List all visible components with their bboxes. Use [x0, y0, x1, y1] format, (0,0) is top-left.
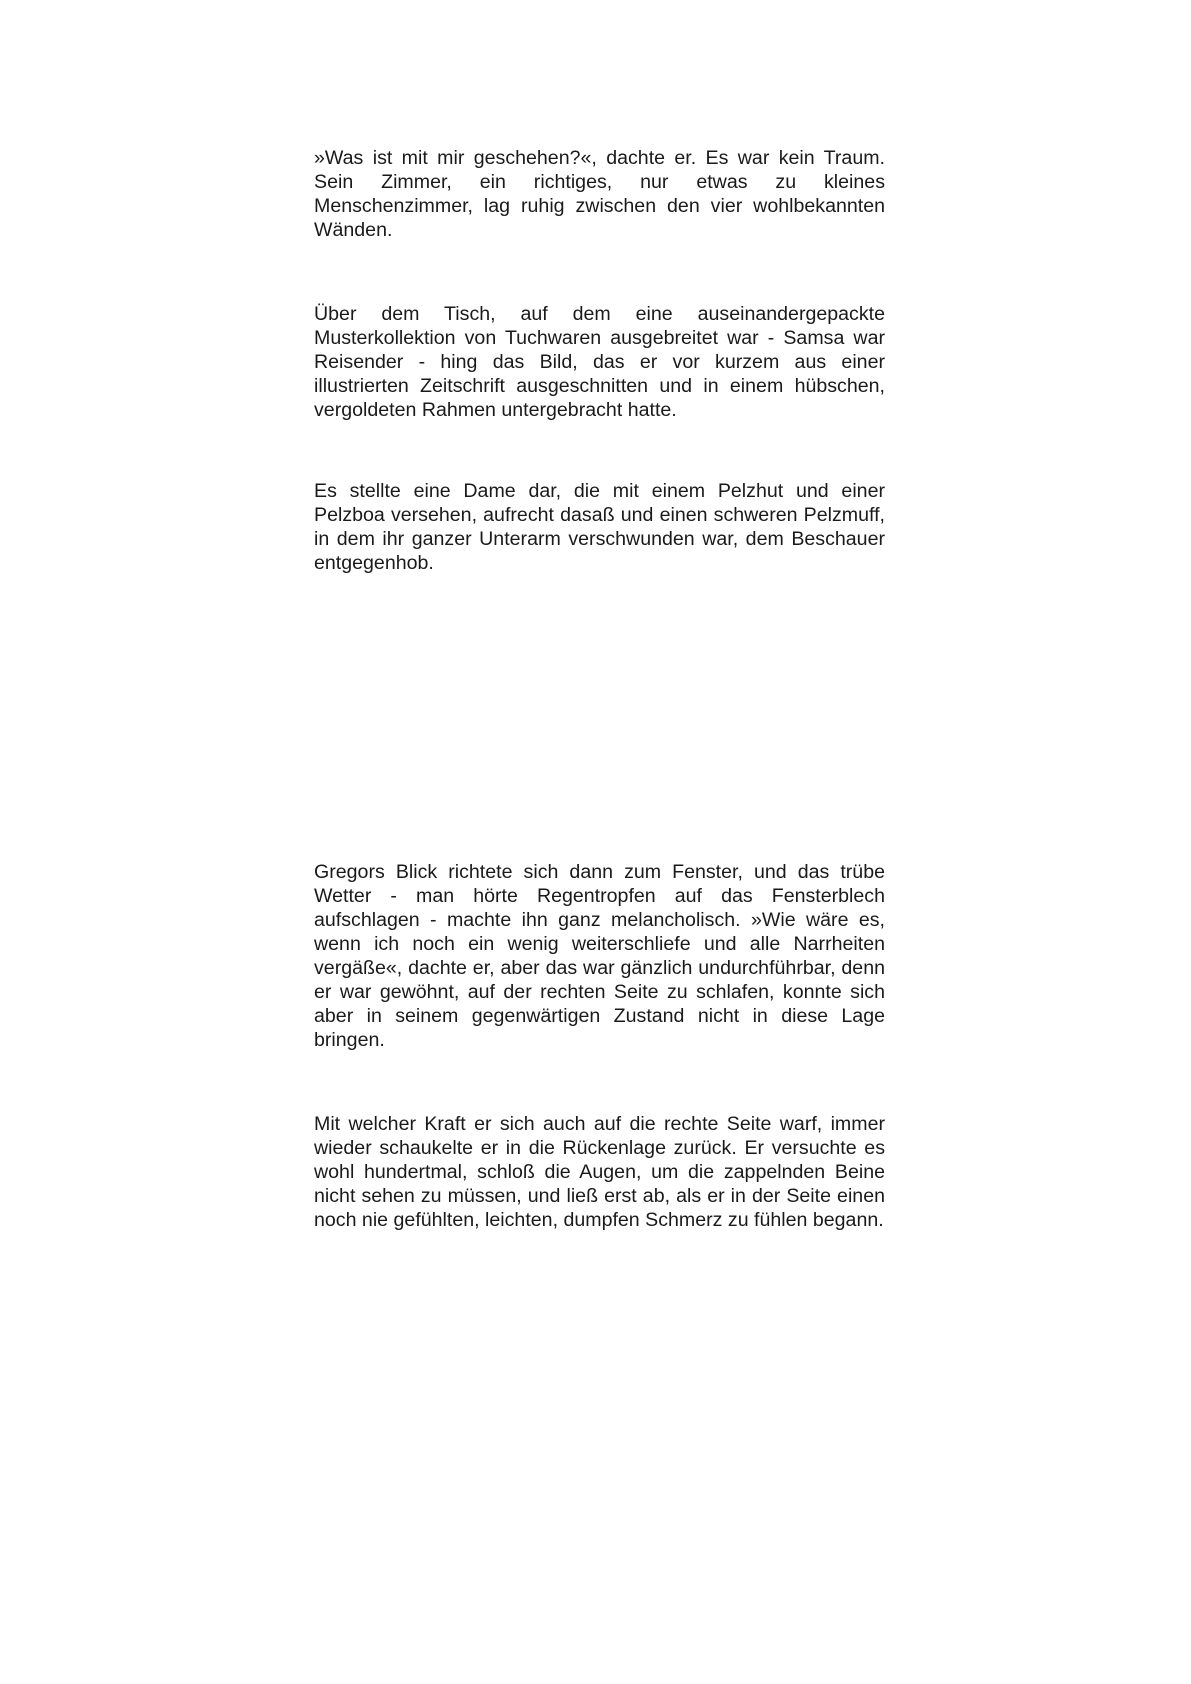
paragraph-4: Gregors Blick richtete sich dann zum Fenster, und das trübe Wetter - man hörte Regentropfen auf das Fensterblech aufschlagen - machte ihn ganz melancholisch. »Wie wäre es, wenn ich noch ein wenig weiterschliefe und alle Narrheiten vergäße«, dachte er, aber das war gänzlich undurchführbar, denn er war gewöhnt, auf der rechten Seite zu schlafen, konnte sich aber in seinem gegenwärtigen Zustand nicht in diese Lage bringen. [314, 861, 885, 1051]
paragraph-2: Über dem Tisch, auf dem eine auseinandergepackte Musterkollektion von Tuchwaren ausgebreitet war - Samsa war Reisender - hing das Bild, das er vor kurzem aus einer illustrierten Zeitschrift ausgeschnitten und in einem hübschen, vergoldeten Rahmen untergebracht hatte. [314, 303, 885, 421]
paragraph-1: »Was ist mit mir geschehen?«, dachte er. Es war kein Traum. Sein Zimmer, ein richtiges, nur etwas zu kleines Menschenzimmer, lag ruhig zwischen den vier wohlbekannten Wänden. [314, 147, 885, 241]
paragraph-3: Es stellte eine Dame dar, die mit einem Pelzhut und einer Pelzboa versehen, aufrecht dasaß und einen schweren Pelzmuff, in dem ihr ganzer Unterarm verschwunden war, dem Beschauer entgegenhob. [314, 480, 885, 574]
paragraph-5: Mit welcher Kraft er sich auch auf die rechte Seite warf, immer wieder schaukelte er in die Rückenlage zurück. Er versuchte es wohl hundertmal, schloß die Augen, um die zappelnden Beine nicht sehen zu müssen, und ließ erst ab, als er in der Seite einen noch nie gefühlten, leichten, dumpfen Schmerz zu fühlen begann. [314, 1113, 885, 1231]
